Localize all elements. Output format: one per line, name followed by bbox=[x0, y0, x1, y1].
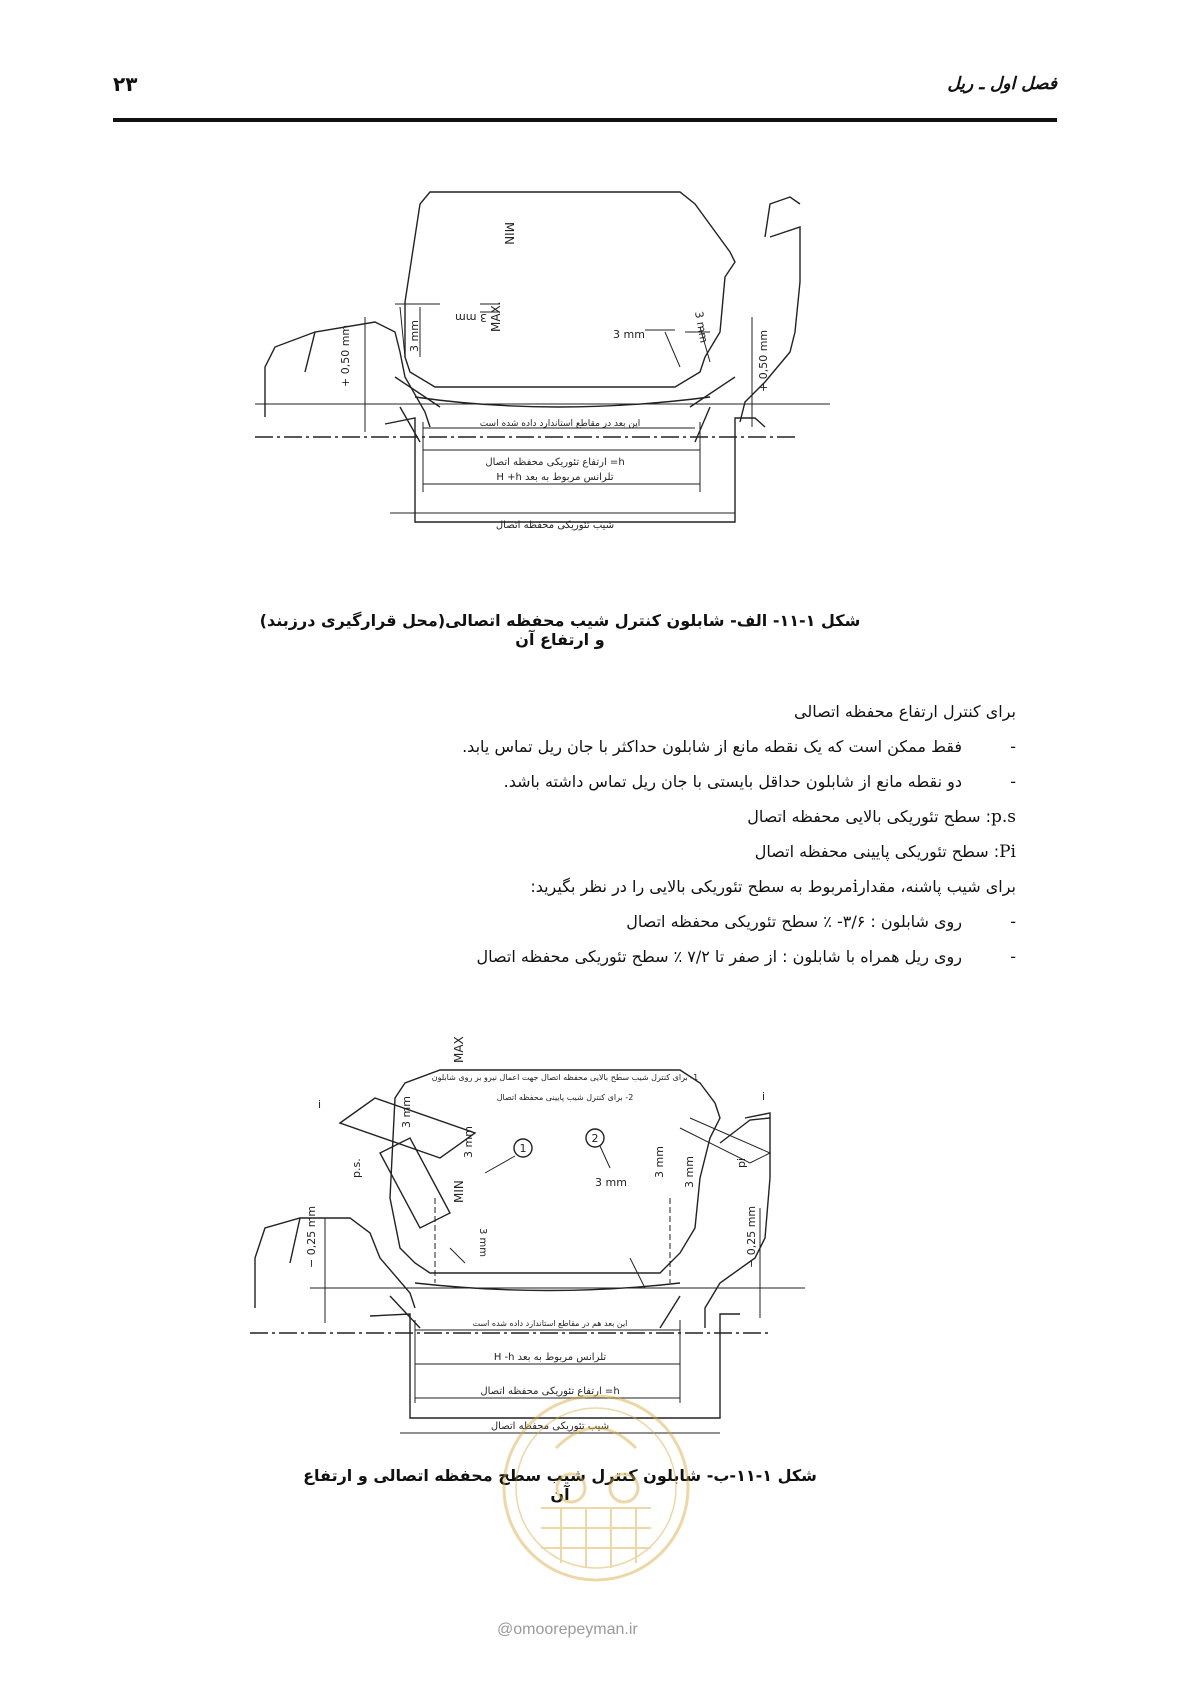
bullet-2-text: دو نقطه مانع از شابلون حداقل بایستی با جان ریل تماس داشته باشد. bbox=[503, 771, 962, 791]
label-3mm-vertical: 3 mm bbox=[408, 320, 421, 352]
dash-marker: - bbox=[1010, 946, 1016, 966]
label-pi: pi bbox=[735, 1157, 748, 1168]
slope-post: مربوط به سطح تئوریکی بالایی را در نظر بگیرید: bbox=[530, 876, 853, 896]
label-max: MAX. bbox=[489, 301, 503, 332]
dash-marker: - bbox=[1010, 911, 1016, 931]
label-3mm-c: 3 mm bbox=[595, 1176, 627, 1189]
dim-line-4: شیب تئوریکی محفظه اتصال bbox=[495, 520, 615, 531]
label-3mm-a: 3 mm bbox=[400, 1096, 413, 1128]
label-tol-right: + 0,50 mm bbox=[757, 329, 770, 392]
label-i-left: i bbox=[318, 1098, 322, 1111]
chapter-title: فصل اول ـ ریل bbox=[947, 74, 1057, 94]
label-min: MIN bbox=[452, 1180, 466, 1203]
pi-def-text: : سطح تئوریکی پایینی محفظه اتصال bbox=[754, 841, 1000, 861]
circle-number-1: 1 bbox=[519, 1142, 527, 1155]
label-3mm-f: 3 mm bbox=[477, 1228, 488, 1258]
bullet-1-text: فقط ممکن است که یک نقطه مانع از شابلون حداکثر با جان ریل تماس یابد. bbox=[462, 736, 962, 756]
dim-line-3: تلرانس مربوط به بعد H +h bbox=[496, 472, 614, 483]
bullet-4-text: روی ریل همراه با شابلون : از صفر تا ۷/۲ ٪ سطح تئوریکی محفظه اتصال bbox=[476, 946, 962, 966]
bullet-1 bbox=[236, 729, 1016, 764]
slope-line bbox=[236, 869, 1016, 904]
dim-line-2: تلرانس مربوط به بعد H -h bbox=[493, 1352, 607, 1363]
body-text bbox=[236, 694, 1016, 974]
figure-b-caption: شکل ۱-۱۱-ب- شابلون کنترل شیب سطح محفظه اتصالی و ارتفاع آن bbox=[303, 1466, 817, 1504]
ps-definition bbox=[236, 799, 1016, 834]
page-number: ۲۳ bbox=[113, 72, 138, 96]
figure-a-drawing bbox=[255, 182, 865, 592]
label-3mm-e: 3 mm bbox=[683, 1156, 696, 1188]
circle-number-2: 2 bbox=[591, 1132, 599, 1145]
dash-marker: - bbox=[1010, 771, 1016, 791]
ps-def-text: : سطح تئوریکی بالایی محفظه اتصال bbox=[747, 806, 991, 826]
figure-a-caption: شکل ۱-۱۱- الف- شابلون کنترل شیب محفظه اتصالی(محل قرارگیری درزبند) و ارتفاع آن bbox=[259, 611, 861, 649]
label-tol-left: − 0,25 mm bbox=[305, 1205, 318, 1268]
slope-symbol: i bbox=[852, 876, 858, 897]
label-max: MAX bbox=[452, 1036, 466, 1063]
slope-pre: برای شیب پاشنه، مقدار bbox=[858, 876, 1016, 896]
label-3mm-right: 3 mm bbox=[613, 328, 645, 341]
dim-line-1: این بعد هم در مقاطع استاندارد داده شده است bbox=[472, 1319, 628, 1328]
note-2: 2- برای کنترل شیب پایینی محفظه اتصال bbox=[496, 1093, 634, 1102]
header-rule bbox=[113, 118, 1057, 122]
label-3mm-d: 3 mm bbox=[653, 1146, 666, 1178]
page-header bbox=[113, 72, 1057, 102]
note-1: 1- برای کنترل شیب سطح بالایی محفظه اتصال جهت اعمال نیرو بر روی شابلون bbox=[431, 1073, 699, 1082]
pi-definition bbox=[236, 834, 1016, 869]
label-3mm-flipped: 3 mm bbox=[455, 311, 487, 324]
label-ps: p.s. bbox=[350, 1158, 363, 1178]
label-i-right: i bbox=[762, 1090, 766, 1103]
bullet-3-text: روی شابلون : ۳/۶- ٪ سطح تئوریکی محفظه اتصال bbox=[626, 911, 962, 931]
bullet-2 bbox=[236, 764, 1016, 799]
bullet-3 bbox=[236, 904, 1016, 939]
label-tol-left: + 0,50 mm bbox=[339, 324, 352, 387]
label-tol-right: − 0,25 mm bbox=[745, 1205, 758, 1268]
label-3mm-b: 3 mm bbox=[462, 1126, 475, 1158]
label-min: MIN bbox=[502, 222, 516, 245]
dim-line-1: این بعد در مقاطع استاندارد داده شده است bbox=[479, 419, 641, 429]
label-3mm-right-vertical: 3 mm bbox=[692, 310, 711, 344]
bullet-4 bbox=[236, 939, 1016, 974]
dim-line-3: h= ارتفاع تئوریکی محفظه اتصال bbox=[480, 1386, 620, 1397]
watermark-logo bbox=[496, 1388, 696, 1588]
watermark-site: @omoorepeyman.ir bbox=[497, 1621, 638, 1638]
dim-line-4: شیب تئوریکی محفظه اتصال bbox=[490, 1421, 610, 1432]
dim-line-2: h= ارتفاع تئوریکی محفظه اتصال bbox=[485, 457, 625, 468]
dash-marker: - bbox=[1010, 736, 1016, 756]
ps-symbol: p.s bbox=[990, 806, 1016, 827]
intro-line: برای کنترل ارتفاع محفظه اتصالی bbox=[793, 701, 1016, 721]
pi-symbol: Pi bbox=[999, 841, 1016, 862]
